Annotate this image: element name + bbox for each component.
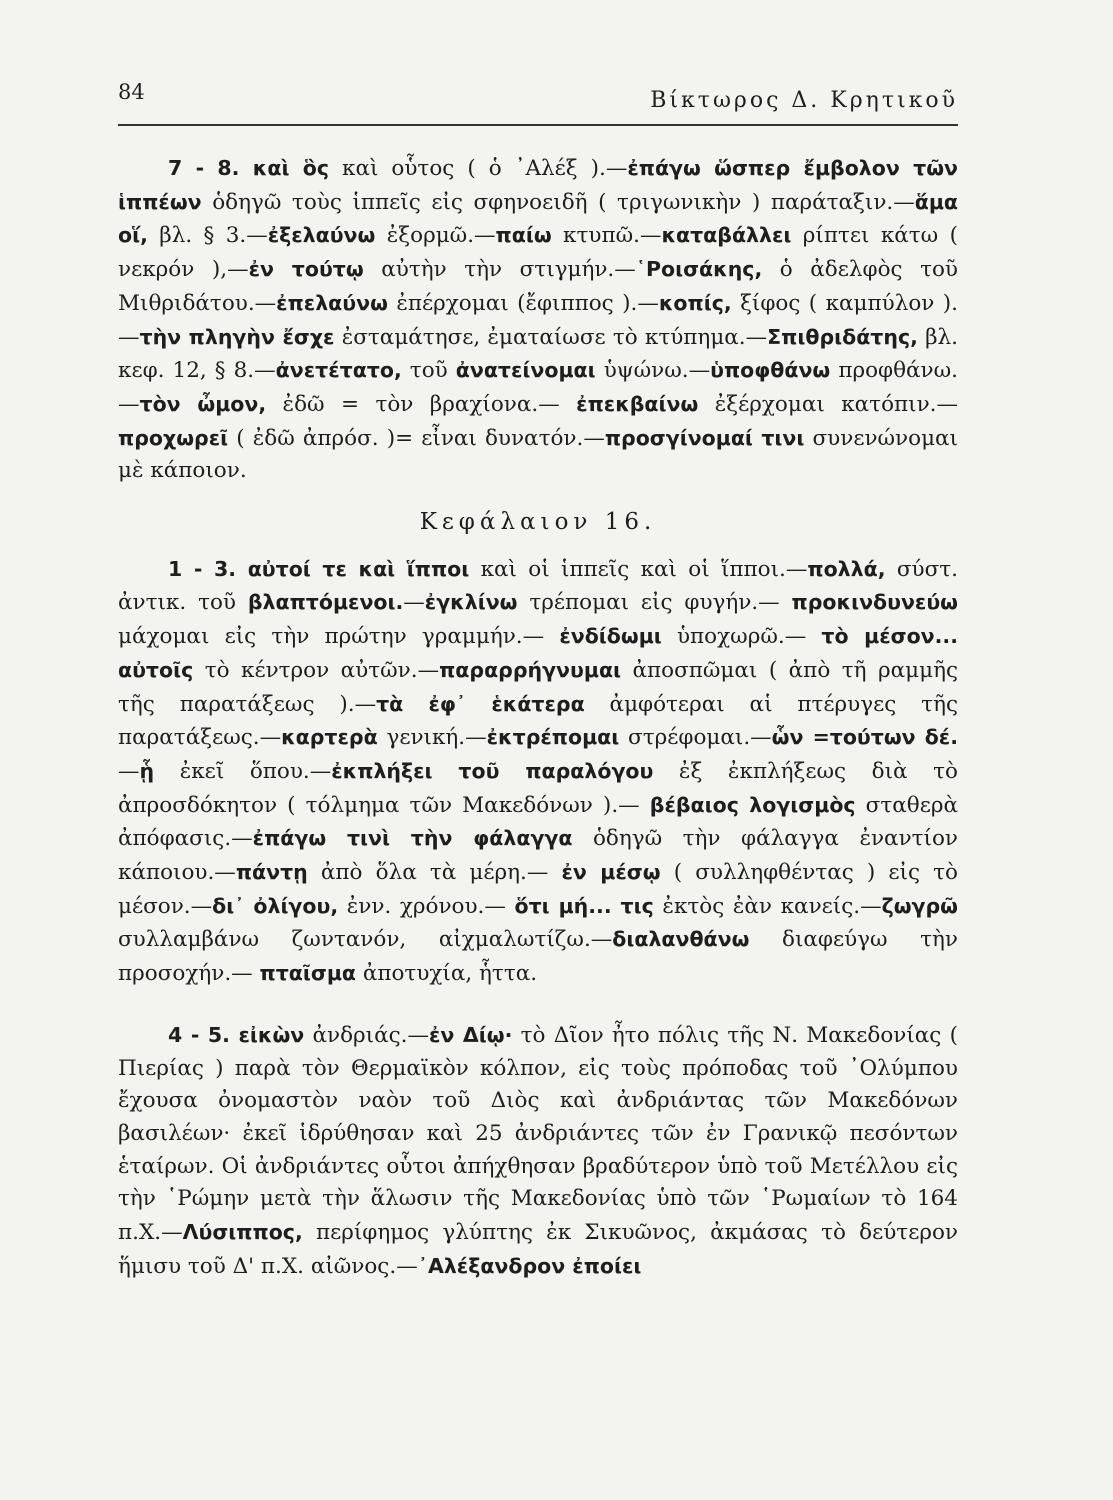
gloss: ἐνν. χρόνου.— bbox=[338, 893, 515, 919]
page-number: 84 bbox=[118, 80, 145, 104]
lemma: τὸ μέσον... αὐτοῖς bbox=[118, 624, 958, 682]
gloss: περίφημος γλύπτης ἐκ Σικυῶνος, ἀκμάσας τὸ δεύτερον ἥμισυ τοῦ Δ' π.Χ. αἰῶνος.— bbox=[118, 1220, 958, 1279]
commentary-section-7-8 bbox=[118, 152, 958, 488]
gloss: ἀπὸ ὅλα τὰ μέρη.— bbox=[307, 860, 562, 886]
gloss: ἐξέρχομαι κατόπιν.— bbox=[698, 391, 958, 417]
lemma: εἰκὼν bbox=[238, 1022, 305, 1047]
gloss: προφθάνω.— bbox=[118, 358, 958, 417]
gloss: αὐτὴν τὴν στιγμήν.— bbox=[363, 257, 636, 283]
gloss: ἀνδριάς.— bbox=[304, 1022, 429, 1048]
lemma: καὶ ὃς bbox=[252, 156, 329, 180]
page-header bbox=[118, 80, 958, 126]
lemma: ἐν μέσῳ bbox=[561, 860, 661, 885]
gloss: καὶ οὗτος ( ὁ ᾿Αλέξ ).— bbox=[329, 156, 628, 181]
lemma: ὑποφθάνω bbox=[710, 358, 831, 383]
gloss: ἐπέρχομαι (ἔφιππος ).— bbox=[387, 290, 659, 316]
lemma: κοπίς, bbox=[658, 290, 732, 315]
gloss: τρέπομαι εἰς φυγήν.— bbox=[517, 590, 792, 616]
gloss: ἐξ ἐκπλήξεως διὰ τὸ ἀπροσδόκητον ( τόλμημα τῶν Μακεδόνων ).— bbox=[118, 758, 958, 818]
commentary-section-1-3 bbox=[118, 553, 958, 991]
lemma: ἐνδίδωμι bbox=[559, 624, 662, 649]
gloss: τὸ κέντρον αὐτῶν.— bbox=[193, 657, 440, 683]
lemma: ᾗ bbox=[139, 758, 155, 783]
lemma: βέβαιος λογισμὸς bbox=[649, 792, 856, 817]
lemma: καταβάλλει bbox=[661, 223, 792, 248]
gloss: ἐσταμάτησε, ἐματαίωσε τὸ κτύπημα.— bbox=[334, 324, 768, 350]
gloss: ὁ ἀδελφὸς τοῦ Μιθριδάτου.— bbox=[118, 257, 959, 316]
lemma: καρτερὰ bbox=[281, 725, 378, 750]
lemma: βλαπτόμενοι. bbox=[247, 590, 404, 615]
gloss: σταθερὰ ἀπόφασις.— bbox=[118, 792, 959, 852]
lemma: ἐγκλίνω bbox=[424, 590, 518, 615]
lemma: ἐπελαύνω bbox=[276, 290, 388, 315]
gloss: βλ. κεφ. 12, § 8.— bbox=[118, 324, 959, 384]
lemma: ῾Ροισάκης, bbox=[635, 257, 763, 282]
gloss: γενική.— bbox=[377, 725, 487, 751]
gloss: τὸ Δῖον ἦτο πόλις τῆς Ν. Μακεδονίας ( Πιερίας ) παρὰ τὸν Θερμαϊκὸν κόλπον, εἰς τοὺς πρόποδας τοῦ ᾿Ολύμπου ἔχουσα ὀνομαστὸν ναὸν τοῦ Διὸς καὶ ἀνδριάντας τῶν Μακεδόνων βασιλέων· ἐκεῖ ἱδρύθησαν καὶ 25 ἀνδριάντες τῶν ἐν Γρανικῷ πεσόντων ἑταίρων. Οἱ ἀνδριάντες οὗτοι ἀπήχθησαν βραδύτερον ὑπὸ τοῦ Μετέλλου εἰς τὴν ῾Ρώμην μετὰ τὴν ἅλωσιν τῆς Μακεδονίας ὑπὸ τῶν ῾Ρωμαίων τὸ 164 π.Χ.— bbox=[118, 1022, 958, 1246]
lemma: παραρρήγνυμαι bbox=[439, 657, 622, 682]
gloss: ὁδηγῶ τὴν φάλαγγα ἐναντίον κάποιου.— bbox=[118, 826, 958, 886]
lemma: ἐκπλήξει τοῦ παραλόγου bbox=[331, 758, 654, 783]
lemma: πταῖσμα bbox=[259, 961, 356, 986]
lemma: ἅμα οἵ, bbox=[118, 189, 958, 248]
lemma: πολλά, bbox=[807, 556, 886, 581]
lemma: ἐπάγω τινὶ τὴν φάλαγγα bbox=[252, 826, 573, 851]
chapter-title: Κεφάλαιον 16. bbox=[419, 509, 657, 536]
lemma: τὴν πληγὴν ἔσχε bbox=[139, 324, 335, 349]
lemma: παίω bbox=[495, 223, 552, 248]
gloss: ἀποσπῶμαι ( ἀπὸ τῆ ραμμῆς τῆς παρατάξεως ).— bbox=[118, 657, 958, 717]
lemma: ὧν =τούτων δέ. bbox=[771, 725, 959, 750]
lemma: ἐπεκβαίνω bbox=[576, 391, 699, 416]
lemma: ὅτι μή... τις bbox=[514, 893, 654, 918]
gloss: ἐξορμῶ.— bbox=[375, 223, 496, 249]
gloss: στρέφομαι.— bbox=[619, 725, 772, 751]
lemma: αὐτοί τε καὶ ἵπποι bbox=[247, 556, 470, 581]
lemma: ᾿Αλέξανδρον ἐποίει bbox=[417, 1253, 642, 1278]
gloss: κτυπῶ.— bbox=[551, 223, 662, 249]
lemma: ἐξελαύνω bbox=[267, 223, 376, 248]
gloss: ( συλληφθέντας ) εἰς τὸ μέσον.— bbox=[118, 860, 958, 919]
lemma: δι᾿ ὀλίγου, bbox=[212, 893, 339, 918]
gloss: διαφεύγω τὴν προσοχήν.— bbox=[118, 927, 958, 987]
gloss: ὑποχωρῶ.— bbox=[661, 624, 822, 650]
gloss: ἐκεῖ ὅπου.— bbox=[154, 758, 332, 784]
lemma: πάντῃ bbox=[235, 860, 308, 885]
commentary-section-4-5 bbox=[118, 1019, 958, 1284]
lemma: Λύσιππος, bbox=[182, 1220, 303, 1245]
running-head: Βίκτωρος Δ. Κρητικοῦ bbox=[650, 88, 958, 113]
lemma: προκινδυνεύω bbox=[791, 590, 958, 615]
gloss: σύστ. ἀντικ. τοῦ bbox=[118, 556, 958, 616]
gloss: τοῦ bbox=[401, 358, 456, 384]
gloss: καὶ οἱ ἱππεῖς καὶ οἱ ἵπποι.— bbox=[469, 556, 808, 582]
lemma: ἐν Δίῳ· bbox=[428, 1022, 513, 1047]
gloss: ὑψώνω.— bbox=[595, 358, 711, 384]
gloss: συνενώνομαι μὲ κάποιον. bbox=[118, 425, 958, 484]
section-ref: 1 - 3. bbox=[168, 556, 248, 581]
lemma: ἐπάγω ὥσπερ ἔμβολον τῶν ἱππέων bbox=[118, 156, 959, 214]
gloss: ἐδῶ = τὸν βραχίονα.— bbox=[266, 391, 577, 417]
gloss: — bbox=[118, 758, 140, 784]
lemma: προσγίνομαί τινι bbox=[604, 425, 805, 450]
lemma: ἀνατείνομαι bbox=[455, 358, 596, 383]
gloss: ξίφος ( καμπύλον ).— bbox=[118, 290, 958, 350]
lemma: τὰ ἐφ᾿ ἑκάτερα bbox=[376, 691, 585, 716]
gloss: — bbox=[403, 590, 425, 616]
lemma: προχωρεῖ bbox=[118, 425, 229, 450]
gloss: ἐκτὸς ἐὰν κανείς.— bbox=[653, 893, 882, 919]
gloss: ( ἐδῶ ἀπρόσ. )= εἶναι δυνατόν.— bbox=[228, 425, 605, 451]
section-ref: 4 - 5. bbox=[168, 1022, 239, 1047]
text-body bbox=[118, 152, 958, 1284]
gloss: ὁδηγῶ τοὺς ἱππεῖς εἰς σφηνοειδῆ ( τριγωνικὴν ) παράταξιν.— bbox=[201, 189, 915, 215]
lemma: διαλανθάνω bbox=[612, 927, 750, 952]
lemma: ἐκτρέπομαι bbox=[486, 725, 620, 750]
gloss: μάχομαι εἰς τὴν πρώτην γραμμήν.— bbox=[118, 624, 560, 650]
lemma: ἐν τούτῳ bbox=[248, 257, 364, 282]
gloss: ἀποτυχία, ἧττα. bbox=[356, 961, 538, 987]
lemma: τὸν ὦμον, bbox=[139, 391, 267, 416]
gloss: ἀμφότεραι αἱ πτέρυγες τῆς παρατάξεως.— bbox=[118, 691, 958, 751]
lemma: ἀνετέτατο, bbox=[275, 358, 402, 383]
gloss: ρίπτει κάτω ( νεκρόν ),— bbox=[118, 223, 959, 283]
section-ref: 7 - 8. bbox=[168, 156, 253, 180]
lemma: Σπιθριδάτης, bbox=[767, 324, 918, 349]
gloss: βλ. § 3.— bbox=[147, 223, 268, 249]
lemma: ζωγρῶ bbox=[881, 893, 958, 918]
gloss: συλλαμβάνω ζωντανόν, αἰχμαλωτίζω.— bbox=[118, 927, 613, 953]
